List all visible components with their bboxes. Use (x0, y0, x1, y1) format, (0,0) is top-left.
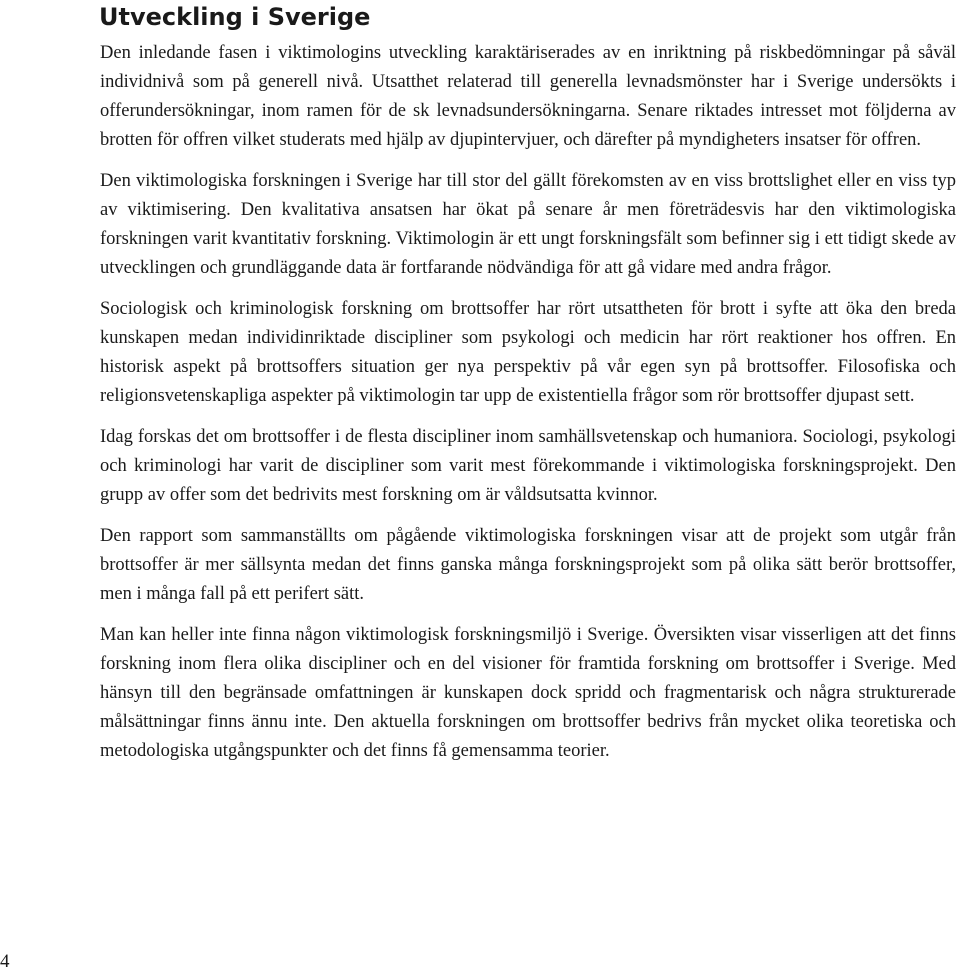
page-number: 4 (0, 951, 10, 972)
paragraph-1: Den inledande fasen i viktimologins utveckling karaktäriserades av en inriktning på riskbedömningar på såväl individnivå som på generell nivå. Utsatthet relaterad till generella levnadsmönster har i Sverige undersökts i offerundersökningar, inom ramen för de sk levnadsundersökningarna. Senare riktades intresset mot följderna av brotten för offren vilket studerats med hjälp av djupintervjuer, och därefter på myndigheters insatser för offren. (100, 43, 956, 150)
section-heading: Utveckling i Sverige (99, 3, 371, 31)
paragraph-4: Idag forskas det om brottsoffer i de flesta discipliner inom samhällsvetenskap och humaniora. Sociologi, psykologi och kriminologi har varit de discipliner som varit mest förekommande i viktimologiska forskningsprojekt. Den grupp av offer som det bedrivits mest forskning om är våldsutsatta kvinnor. (100, 427, 956, 505)
paragraph-5: Den rapport som sammanställts om pågående viktimologiska forskningen visar att de projekt som utgår från brottsoffer är mer sällsynta medan det finns ganska många forskningsprojekt som på olika sätt berör brottsoffer, men i många fall på ett perifert sätt. (100, 526, 956, 604)
body-text (100, 39, 956, 778)
paragraph-6: Man kan heller inte finna någon viktimologisk forskningsmiljö i Sverige. Översikten visar visserligen att det finns forskning inom flera olika discipliner och en del visioner för framtida forskning om brottsoffer i Sverige. Med hänsyn till den begränsade omfattningen är kunskapen dock spridd och fragmentarisk och några strukturerade målsättningar finns ännu inte. Den aktuella forskningen om brottsoffer bedrivs från mycket olika teoretiska och metodologiska utgångspunkter och det finns få gemensamma teorier. (100, 625, 956, 761)
paragraph-3: Sociologisk och kriminologisk forskning om brottsoffer har rört utsattheten för brott i syfte att öka den breda kunskapen medan individinriktade discipliner som psykologi och medicin har rört reaktioner hos offren. En historisk aspekt på brottsoffers situation ger nya perspektiv på vår egen syn på brottsoffer. Filosofiska och religionsvetenskapliga aspekter på viktimologin tar upp de existentiella frågor som rör brottsoffer djupast sett. (100, 299, 956, 406)
paragraph-2: Den viktimologiska forskningen i Sverige har till stor del gällt förekomsten av en viss brottslighet eller en viss typ av viktimisering. Den kvalitativa ansatsen har ökat på senare år men företrädesvis har den viktimologiska forskningen varit kvantitativ forskning. Viktimologin är ett ungt forskningsfält som befinner sig i ett tidigt skede av utvecklingen och grundläggande data är fortfarande nödvändiga för att gå vidare med andra frågor. (100, 171, 956, 278)
